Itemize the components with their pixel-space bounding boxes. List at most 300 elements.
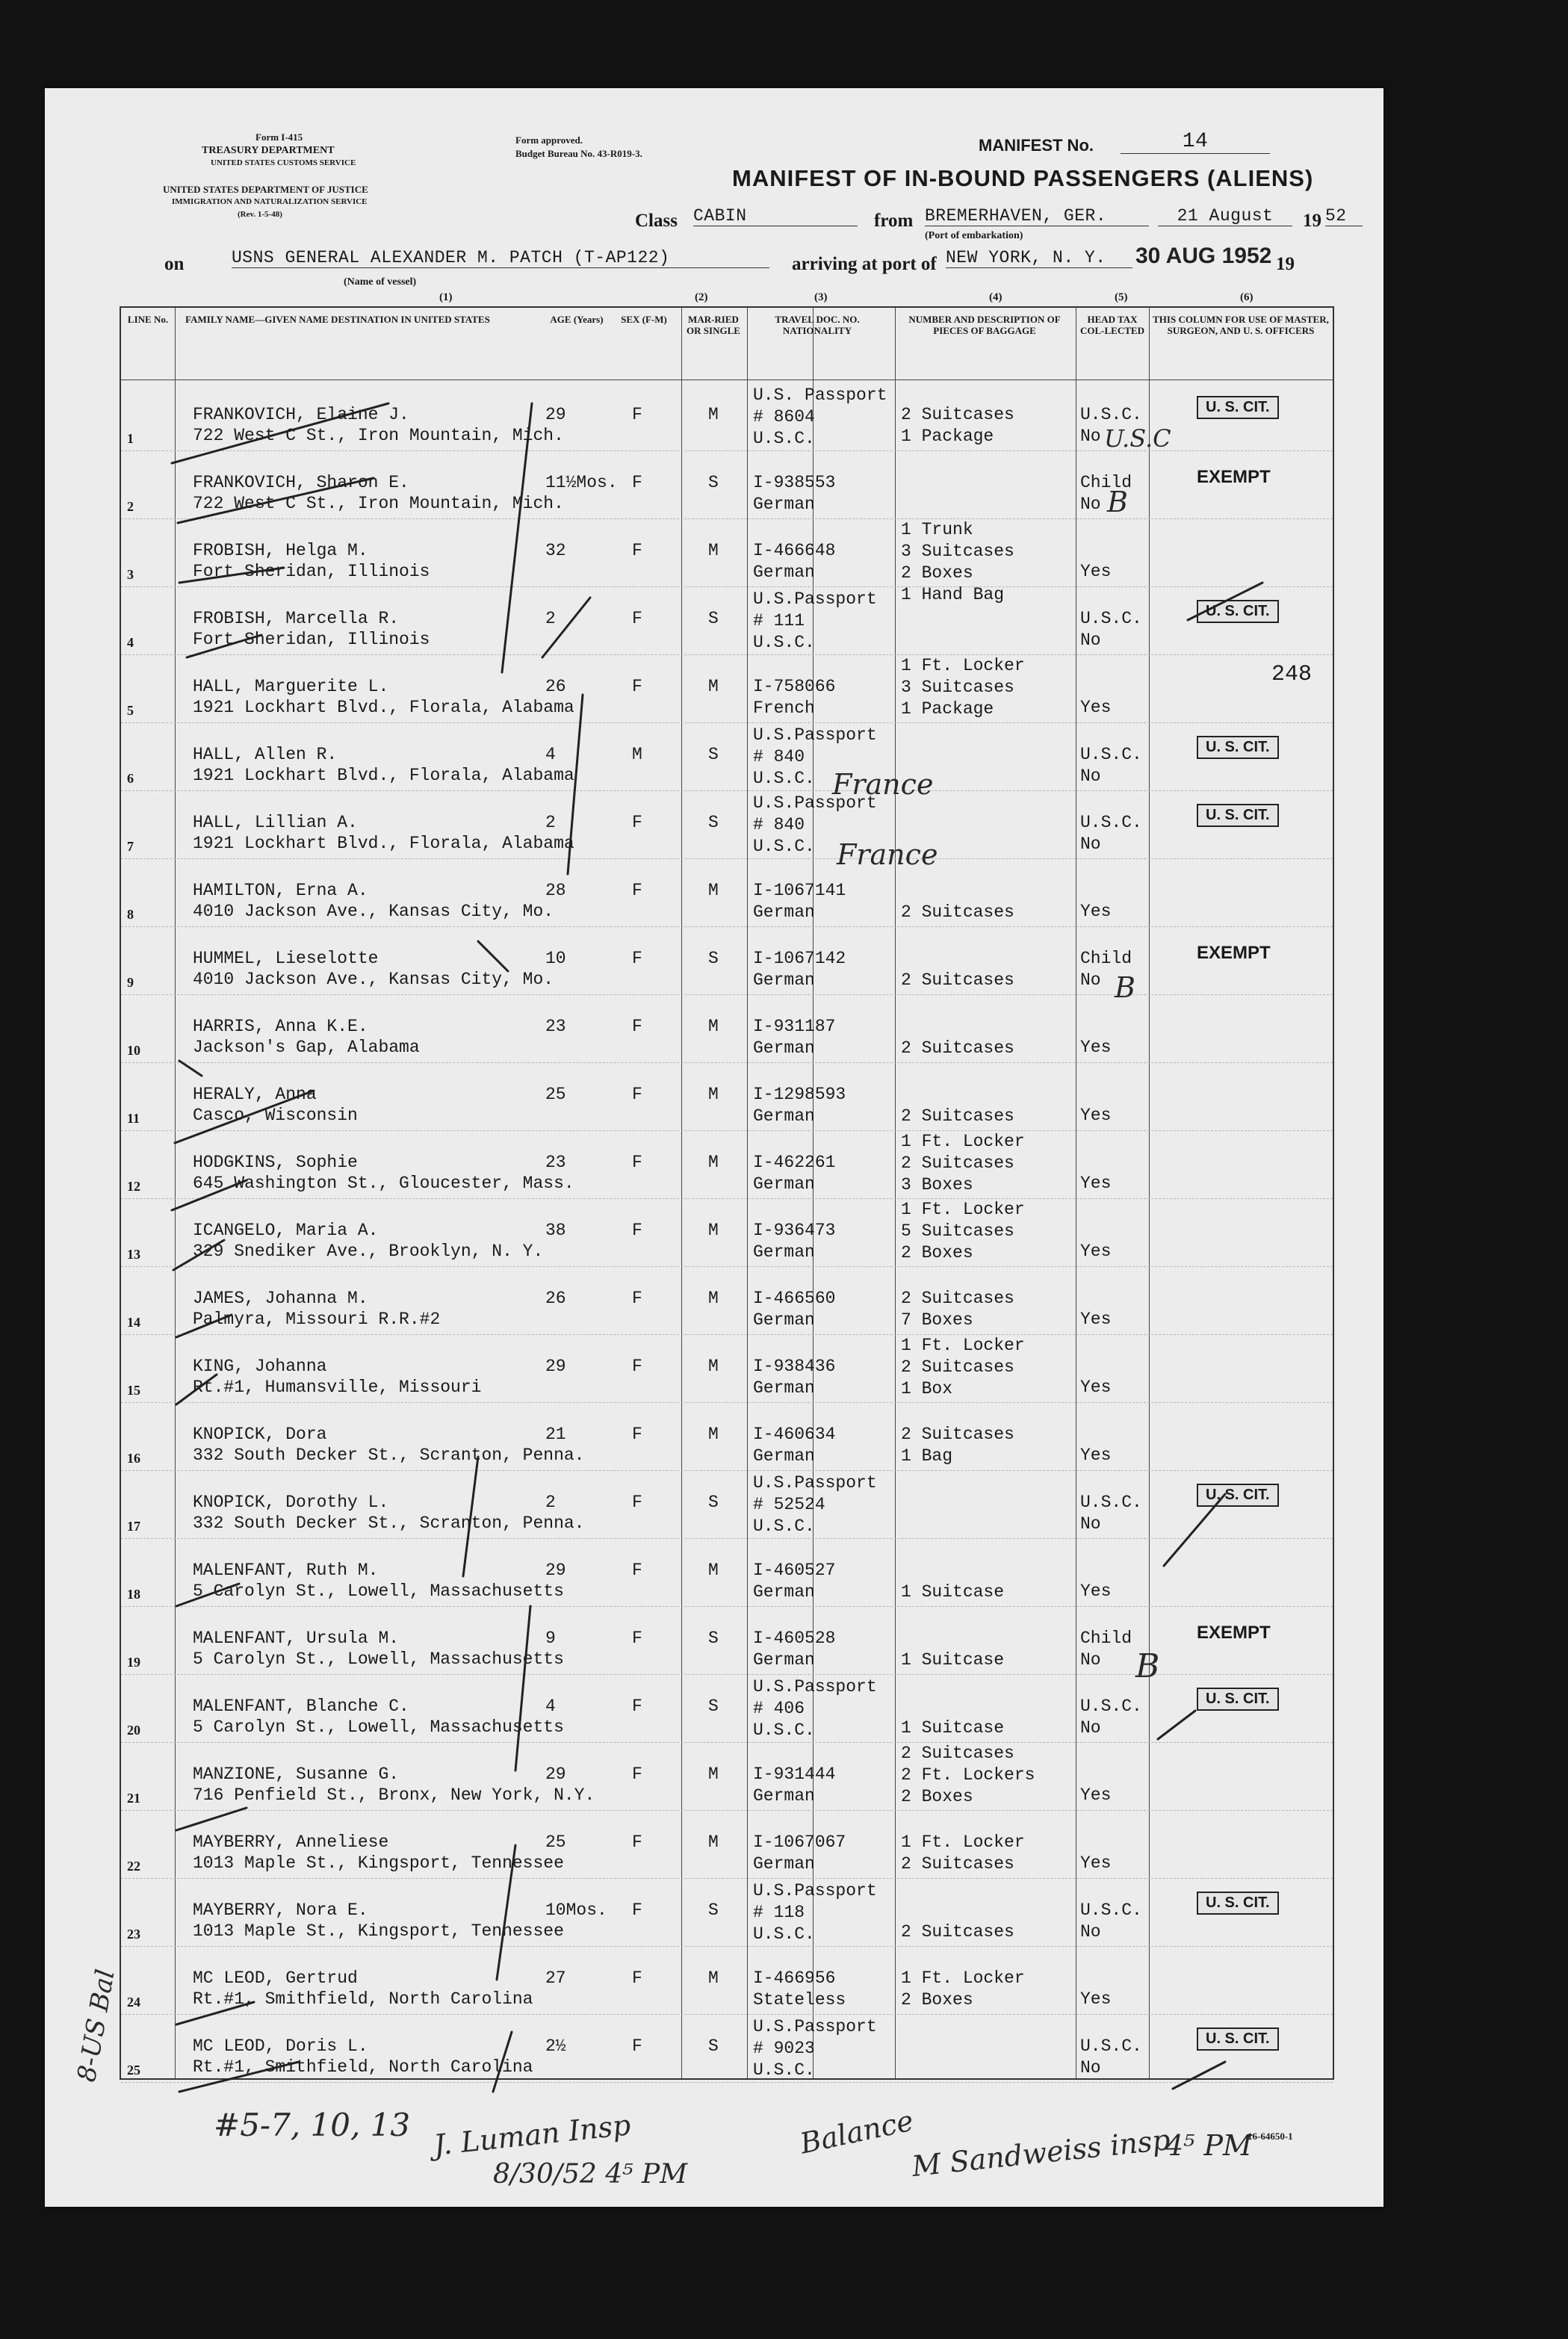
inspector-signature-1: J. Luman Insp [432, 2108, 633, 2162]
passenger-destination: 5 Carolyn St., Lowell, Massachusetts [193, 1717, 564, 1737]
marital-status: M [708, 1153, 719, 1172]
passenger-sex: F [632, 1968, 642, 1988]
head-tax-line: No [1080, 2058, 1101, 2078]
baggage-line: 2 Suitcases [901, 970, 1014, 990]
travel-doc-line: German [753, 1378, 815, 1398]
head-tax-line: Yes [1080, 1989, 1112, 2009]
baggage-line: 2 Suitcases [901, 1922, 1014, 1942]
head-tax-line: U.S.C. [1080, 2036, 1142, 2056]
line-number: 24 [127, 1995, 140, 2010]
head-tax-line: Yes [1080, 902, 1112, 921]
passenger-destination: 722 West C St., Iron Mountain, Mich. [193, 494, 564, 513]
passenger-sex: F [632, 1561, 642, 1580]
baggage-line: 2 Boxes [901, 1990, 973, 2010]
on-label: on [164, 254, 185, 274]
travel-doc-line: I-936473 [753, 1221, 836, 1240]
travel-doc-line: German [753, 1446, 815, 1466]
travel-doc-line: U.S.Passport [753, 589, 877, 609]
passenger-age: 4 [545, 745, 556, 764]
passenger-age: 29 [545, 1357, 566, 1376]
marital-status: S [708, 1900, 719, 1920]
baggage-line: 1 Ft. Locker [901, 1132, 1025, 1151]
baggage-line: 2 Suitcases [901, 1357, 1014, 1377]
head-tax-line: Yes [1080, 698, 1112, 717]
inspector-signature-2-time: 4⁵ PM [1165, 2129, 1252, 2162]
passenger-name: MANZIONE, Susanne G. [193, 1765, 400, 1784]
inspector-signature-2: M Sandweiss insp [910, 2122, 1172, 2184]
col-num-2: (2) [695, 291, 708, 303]
travel-doc-line: # 840 [753, 815, 805, 834]
passenger-sex: F [632, 1153, 642, 1172]
passenger-destination: Jackson's Gap, Alabama [193, 1038, 420, 1057]
baggage-line: 1 Box [901, 1379, 953, 1398]
baggage-line: 2 Ft. Lockers [901, 1765, 1035, 1785]
arrival-date-stamp: 30 AUG 1952 [1135, 244, 1272, 268]
travel-doc-line: German [753, 1650, 815, 1670]
baggage-line: 2 Boxes [901, 563, 973, 583]
head-tax-line: Yes [1080, 1242, 1112, 1261]
balance-note: Balance [797, 2104, 917, 2160]
passenger-sex: F [632, 1289, 642, 1308]
passenger-sex: F [632, 1425, 642, 1444]
travel-doc-line: U.S.C. [753, 837, 815, 856]
line-number: 13 [127, 1247, 140, 1262]
head-tax-line: No [1080, 1922, 1101, 1942]
passenger-sex: F [632, 1357, 642, 1376]
baggage-line: 1 Ft. Locker [901, 1200, 1025, 1219]
marital-status: M [708, 1765, 719, 1784]
head-tax-line: U.S.C. [1080, 405, 1142, 424]
line-number: 1 [127, 431, 134, 446]
vessel-note: (Name of vessel) [344, 276, 417, 288]
france-note-7: France [837, 838, 938, 871]
travel-doc-line: # 406 [753, 1699, 805, 1718]
class-label: Class [635, 211, 678, 231]
marital-status: M [708, 1221, 719, 1240]
baggage-line: 5 Suitcases [901, 1221, 1014, 1241]
arriving-label: arriving at port of [792, 254, 937, 274]
marital-status: M [708, 881, 719, 900]
passenger-name: HERALY, Anna [193, 1085, 317, 1104]
passenger-sex: F [632, 2036, 642, 2056]
head-tax-line: U.S.C. [1080, 1900, 1142, 1920]
france-note-6: France [832, 768, 934, 801]
baggage-line: 1 Ft. Locker [901, 1833, 1025, 1852]
baggage-line: 1 Hand Bag [901, 585, 1005, 604]
marital-status: M [708, 1017, 719, 1036]
travel-doc-line: German [753, 902, 815, 922]
us-citizen-stamp: U. S. CIT. [1197, 396, 1279, 419]
passenger-sex: M [632, 745, 642, 764]
line-number: 3 [127, 567, 134, 582]
travel-doc-line: U.S.Passport [753, 2017, 877, 2036]
travel-doc-line: German [753, 970, 815, 990]
us-citizen-stamp: U. S. CIT. [1197, 600, 1279, 623]
line-number: 10 [127, 1043, 140, 1058]
header-head-tax: HEAD TAX COL-LECTED [1080, 314, 1144, 336]
baggage-line: 1 Ft. Locker [901, 1968, 1025, 1988]
passenger-name: KNOPICK, Dora [193, 1425, 327, 1444]
line-number: 14 [127, 1315, 140, 1330]
marital-status: M [708, 1968, 719, 1988]
header-name: FAMILY NAME—GIVEN NAME DESTINATION IN UNITED STATES [185, 314, 490, 325]
passenger-age: 10Mos. [545, 1900, 607, 1920]
line-number: 23 [127, 1927, 140, 1942]
travel-doc-line: German [753, 563, 815, 582]
passenger-destination: Palmyra, Missouri R.R.#2 [193, 1310, 441, 1329]
passenger-destination: 332 South Decker St., Scranton, Penna. [193, 1446, 585, 1465]
revision: (Rev. 1-5-48) [238, 210, 282, 219]
form-number: Form I-415 [255, 131, 303, 143]
arrival-port: NEW YORK, N. Y. [946, 248, 1132, 268]
head-tax-line: Yes [1080, 1785, 1112, 1805]
head-tax-line: Child [1080, 473, 1132, 492]
passenger-sex: F [632, 1765, 642, 1784]
travel-doc-line: German [753, 1242, 815, 1262]
passenger-age: 23 [545, 1153, 566, 1172]
travel-doc-line: # 111 [753, 611, 805, 631]
passenger-age: 4 [545, 1697, 556, 1716]
passenger-name: HALL, Allen R. [193, 745, 338, 764]
passenger-name: KNOPICK, Dorothy L. [193, 1493, 389, 1512]
baggage-line: 2 Suitcases [901, 1038, 1014, 1058]
travel-doc-line: I-1298593 [753, 1085, 846, 1104]
travel-doc-line: I-460634 [753, 1425, 836, 1444]
baggage-line: 2 Suitcases [901, 405, 1014, 424]
marital-status: M [708, 1289, 719, 1308]
passenger-destination: 4010 Jackson Ave., Kansas City, Mo. [193, 970, 554, 989]
head-tax-line: Yes [1080, 1310, 1112, 1329]
justice-dept: UNITED STATES DEPARTMENT OF JUSTICE [163, 184, 368, 195]
line-number: 11 [127, 1111, 140, 1126]
travel-doc-line: U.S.C. [753, 1720, 815, 1740]
form-approved: Form approved. [515, 134, 583, 146]
head-tax-line: No [1080, 427, 1101, 446]
travel-doc-line: # 118 [753, 1903, 805, 1922]
marital-status: M [708, 541, 719, 560]
travel-doc-line: German [753, 495, 815, 514]
head-tax-line: No [1080, 1718, 1101, 1738]
passenger-name: FROBISH, Marcella R. [193, 609, 400, 628]
tax-handwritten-9: B [1115, 971, 1135, 1004]
head-tax-line: No [1080, 834, 1101, 854]
travel-doc-line: U.S.Passport [753, 1881, 877, 1900]
exempt-stamp: EXEMPT [1197, 943, 1271, 963]
manifest-no-value: 14 [1121, 130, 1270, 154]
line-number: 12 [127, 1179, 140, 1194]
passenger-destination: Rt.#1, Humansville, Missouri [193, 1378, 482, 1397]
line-number: 8 [127, 907, 134, 922]
line-number: 4 [127, 635, 134, 650]
col-num-5: (5) [1115, 291, 1128, 303]
customs-service: UNITED STATES CUSTOMS SERVICE [211, 158, 356, 167]
marital-status: S [708, 745, 719, 764]
baggage-line: 1 Suitcase [901, 1718, 1005, 1738]
head-tax-line: No [1080, 631, 1101, 650]
us-citizen-stamp: U. S. CIT. [1197, 2027, 1279, 2051]
head-tax-line: Yes [1080, 1378, 1112, 1397]
passenger-sex: F [632, 1697, 642, 1716]
passenger-destination: 5 Carolyn St., Lowell, Massachusetts [193, 1581, 564, 1601]
marital-status: S [708, 949, 719, 968]
head-tax-line: No [1080, 766, 1101, 786]
passenger-destination: 1013 Maple St., Kingsport, Tennessee [193, 1921, 564, 1941]
passenger-name: MC LEOD, Doris L. [193, 2036, 368, 2056]
col-num-3: (3) [814, 291, 828, 303]
passenger-name: MC LEOD, Gertrud [193, 1968, 358, 1988]
passenger-age: 26 [545, 1289, 566, 1308]
line-number: 16 [127, 1451, 140, 1466]
passenger-sex: F [632, 405, 642, 424]
travel-doc-line: I-931444 [753, 1765, 836, 1784]
passenger-sex: F [632, 1017, 642, 1036]
head-tax-line: No [1080, 970, 1101, 990]
travel-doc-line: I-466560 [753, 1289, 836, 1308]
baggage-line: 2 Suitcases [901, 1425, 1014, 1444]
travel-doc-line: Stateless [753, 1990, 846, 2010]
line-number: 22 [127, 1859, 140, 1874]
manifest-no-label: MANIFEST No. [979, 136, 1094, 155]
passenger-age: 2 [545, 813, 556, 832]
travel-doc-line: German [753, 1786, 815, 1806]
travel-doc-line: German [753, 1106, 815, 1126]
page-title: MANIFEST OF IN-BOUND PASSENGERS (ALIENS) [732, 165, 1314, 191]
travel-doc-line: U.S. Passport [753, 385, 887, 405]
baggage-line: 2 Suitcases [901, 1854, 1014, 1874]
passenger-destination: Rt.#1, Smithfield, North Carolina [193, 1989, 533, 2009]
marital-status: M [708, 1833, 719, 1852]
passenger-age: 2½ [545, 2036, 566, 2056]
marital-status: M [708, 1357, 719, 1376]
travel-doc-line: I-938436 [753, 1357, 836, 1376]
passenger-age: 29 [545, 1561, 566, 1580]
us-citizen-stamp: U. S. CIT. [1197, 1484, 1279, 1507]
baggage-line: 3 Suitcases [901, 542, 1014, 561]
travel-doc-line: German [753, 1174, 815, 1194]
passenger-age: 11½Mos. [545, 473, 618, 492]
tax-handwritten-2: B [1107, 486, 1128, 518]
head-tax-line: Child [1080, 1629, 1132, 1648]
travel-doc-line: French [753, 698, 815, 718]
head-tax-line: No [1080, 1650, 1101, 1670]
travel-doc-line: # 8604 [753, 407, 815, 427]
passenger-sex: F [632, 541, 642, 560]
passenger-age: 28 [545, 881, 566, 900]
baggage-line: 2 Boxes [901, 1787, 973, 1806]
immigration-service: IMMIGRATION AND NATURALIZATION SERVICE [172, 197, 368, 206]
travel-doc-line: I-460527 [753, 1561, 836, 1580]
us-citizen-stamp: U. S. CIT. [1197, 804, 1279, 827]
travel-doc-line: I-462261 [753, 1153, 836, 1172]
vessel-name: USNS GENERAL ALEXANDER M. PATCH (T-AP122) [232, 248, 769, 268]
baggage-line: 1 Suitcase [901, 1650, 1005, 1670]
baggage-line: 3 Boxes [901, 1175, 973, 1195]
travel-doc-line: German [753, 1038, 815, 1058]
arrival-year-suffix: 19 [1276, 254, 1295, 274]
marital-status: S [708, 1629, 719, 1648]
passenger-age: 9 [545, 1629, 556, 1648]
col-num-6: (6) [1240, 291, 1254, 303]
header-line-no: LINE No. [127, 314, 169, 325]
passenger-name: HAMILTON, Erna A. [193, 881, 368, 900]
passenger-sex: F [632, 677, 642, 696]
header-sex: SEX (F-M) [621, 314, 667, 325]
marital-status: M [708, 1085, 719, 1104]
passenger-name: HUMMEL, Lieselotte [193, 949, 379, 968]
passenger-name: HODGKINS, Sophie [193, 1153, 358, 1172]
inspector-signature-1-date: 8/30/52 4⁵ PM [493, 2159, 688, 2190]
header-baggage: NUMBER AND DESCRIPTION OF PIECES OF BAGGAGE [908, 314, 1061, 336]
line-number: 18 [127, 1587, 140, 1602]
col-num-1: (1) [439, 291, 453, 303]
travel-doc-line: U.S.C. [753, 429, 815, 448]
passenger-name: JAMES, Johanna M. [193, 1289, 368, 1308]
head-tax-line: Yes [1080, 1581, 1112, 1601]
line-number: 17 [127, 1519, 140, 1534]
travel-doc-line: I-466648 [753, 541, 836, 560]
passenger-name: FRANKOVICH, Elaine J. [193, 405, 409, 424]
passenger-name: MALENFANT, Blanche C. [193, 1697, 409, 1716]
passenger-destination: 1921 Lockhart Blvd., Florala, Alabama [193, 766, 574, 785]
baggage-line: 7 Boxes [901, 1310, 973, 1330]
check-mark [172, 403, 388, 463]
travel-doc-line: U.S.C. [753, 769, 815, 788]
passenger-sex: F [632, 1085, 642, 1104]
bottom-line-refs: #5-7, 10, 13 [214, 2107, 411, 2143]
travel-doc-line: I-1067142 [753, 949, 846, 968]
passenger-age: 25 [545, 1833, 566, 1852]
passenger-destination: Casco, Wisconsin [193, 1106, 358, 1125]
head-tax-line: Yes [1080, 1106, 1112, 1125]
passenger-age: 25 [545, 1085, 566, 1104]
head-tax-line: Yes [1080, 1853, 1112, 1873]
passenger-destination: 332 South Decker St., Scranton, Penna. [193, 1514, 585, 1533]
travel-doc-line: # 9023 [753, 2039, 815, 2058]
travel-doc-line: I-460528 [753, 1629, 836, 1648]
passenger-age: 21 [545, 1425, 566, 1444]
travel-doc-line: U.S.C. [753, 633, 815, 652]
col-num-4: (4) [989, 291, 1003, 303]
line-number: 6 [127, 771, 134, 786]
passenger-age: 32 [545, 541, 566, 560]
passenger-destination: 4010 Jackson Ave., Kansas City, Mo. [193, 902, 554, 921]
passenger-name: HALL, Marguerite L. [193, 677, 389, 696]
passenger-age: 10 [545, 949, 566, 968]
line-number: 2 [127, 499, 134, 514]
baggage-line: 2 Suitcases [901, 902, 1014, 922]
line-number: 7 [127, 839, 134, 854]
travel-doc-line: I-931187 [753, 1017, 836, 1036]
head-tax-line: Yes [1080, 1174, 1112, 1193]
travel-doc-line: German [753, 1310, 815, 1330]
line-number: 15 [127, 1383, 140, 1398]
passenger-age: 26 [545, 677, 566, 696]
passenger-age: 2 [545, 1493, 556, 1512]
class-value: CABIN [693, 206, 858, 226]
passenger-name: HALL, Lillian A. [193, 813, 358, 832]
us-citizen-stamp: U. S. CIT. [1197, 736, 1279, 759]
passenger-name: MALENFANT, Ruth M. [193, 1561, 379, 1580]
marital-status: S [708, 1697, 719, 1716]
year-prefix: 19 [1303, 211, 1321, 231]
passenger-age: 29 [545, 1765, 566, 1784]
travel-doc-line: I-758066 [753, 677, 836, 696]
baggage-line: 1 Ft. Locker [901, 656, 1025, 675]
us-citizen-stamp: U. S. CIT. [1197, 1688, 1279, 1711]
travel-doc-line: U.S.C. [753, 1924, 815, 1944]
head-tax-line: U.S.C. [1080, 1493, 1142, 1512]
passenger-sex: F [632, 609, 642, 628]
passenger-name: ICANGELO, Maria A. [193, 1221, 379, 1240]
head-tax-line: Child [1080, 949, 1132, 968]
passenger-destination: 716 Penfield St., Bronx, New York, N.Y. [193, 1785, 595, 1805]
passenger-destination: Fort Sheridan, Illinois [193, 630, 430, 649]
baggage-line: 1 Suitcase [901, 1582, 1005, 1602]
passenger-age: 38 [545, 1221, 566, 1240]
passenger-destination: 1921 Lockhart Blvd., Florala, Alabama [193, 698, 574, 717]
passenger-age: 27 [545, 1968, 566, 1988]
passenger-destination: 1921 Lockhart Blvd., Florala, Alabama [193, 834, 574, 853]
baggage-line: 1 Ft. Locker [901, 1336, 1025, 1355]
travel-doc-line: # 52524 [753, 1495, 825, 1514]
baggage-line: 2 Suitcases [901, 1289, 1014, 1308]
budget-bureau: Budget Bureau No. 43-R019-3. [515, 148, 642, 159]
passenger-name: MALENFANT, Ursula M. [193, 1629, 400, 1648]
officer-number: 248 [1271, 662, 1313, 687]
passenger-name: HARRIS, Anna K.E. [193, 1017, 368, 1036]
header-married: MAR-RIED OR SINGLE [687, 314, 740, 336]
line-number: 19 [127, 1655, 140, 1670]
passenger-destination: Rt.#1, Smithfield, North Carolina [193, 2057, 533, 2077]
passenger-sex: F [632, 1900, 642, 1920]
baggage-line: 2 Suitcases [901, 1744, 1014, 1763]
marital-status: S [708, 609, 719, 628]
head-tax-line: U.S.C. [1080, 1697, 1142, 1716]
passenger-destination: 5 Carolyn St., Lowell, Massachusetts [193, 1649, 564, 1669]
passenger-age: 29 [545, 405, 566, 424]
travel-doc-line: U.S.C. [753, 1517, 815, 1536]
travel-doc-line: German [753, 1582, 815, 1602]
passenger-age: 2 [545, 609, 556, 628]
passenger-name: MAYBERRY, Anneliese [193, 1833, 389, 1852]
passenger-sex: F [632, 1833, 642, 1852]
travel-doc-line: U.S.Passport [753, 1677, 877, 1697]
marital-status: M [708, 1425, 719, 1444]
line-number: 9 [127, 975, 134, 990]
travel-doc-line: German [753, 1854, 815, 1874]
line-number: 20 [127, 1723, 140, 1738]
travel-doc-line: U.S.Passport [753, 725, 877, 745]
marital-status: S [708, 1493, 719, 1512]
baggage-line: 2 Suitcases [901, 1153, 1014, 1173]
baggage-line: 1 Package [901, 699, 994, 719]
head-tax-line: U.S.C. [1080, 609, 1142, 628]
tax-handwritten-19: B [1135, 1647, 1160, 1685]
head-tax-line: No [1080, 495, 1101, 514]
travel-doc-line: I-1067141 [753, 881, 846, 900]
travel-doc-line: U.S.C. [753, 2060, 815, 2080]
passenger-sex: F [632, 1493, 642, 1512]
line-number: 5 [127, 703, 134, 718]
passenger-sex: F [632, 949, 642, 968]
passenger-name: FROBISH, Helga M. [193, 541, 368, 560]
travel-doc-line: U.S.Passport [753, 793, 877, 813]
passenger-destination: 722 West C St., Iron Mountain, Mich. [193, 426, 564, 445]
travel-doc-line: U.S.Passport [753, 1473, 877, 1493]
head-tax-line: No [1080, 1514, 1101, 1534]
departure-date: 21 August [1158, 206, 1292, 226]
treasury-dept: TREASURY DEPARTMENT [202, 145, 335, 156]
